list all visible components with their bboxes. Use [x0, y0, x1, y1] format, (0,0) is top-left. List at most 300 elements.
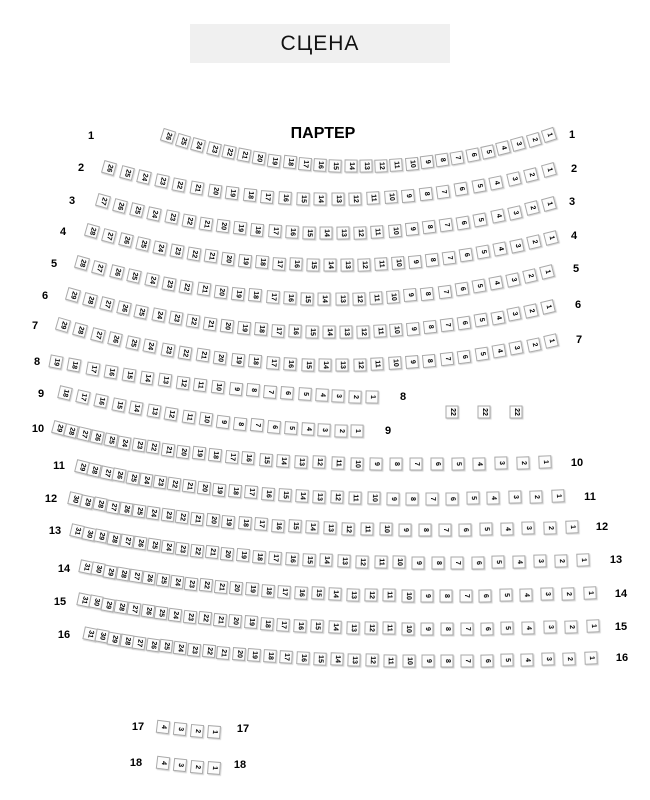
- seat[interactable]: [459, 248, 474, 263]
- seat[interactable]: [214, 580, 228, 594]
- seat[interactable]: [259, 453, 273, 467]
- seat[interactable]: [244, 615, 258, 629]
- seat[interactable]: [555, 554, 568, 567]
- seat[interactable]: [151, 308, 166, 323]
- seat[interactable]: [356, 325, 369, 338]
- seat[interactable]: [541, 588, 554, 601]
- seat[interactable]: [322, 326, 335, 339]
- seat[interactable]: [311, 620, 325, 634]
- seat[interactable]: [55, 317, 71, 333]
- seat[interactable]: [136, 169, 152, 185]
- seat[interactable]: [487, 491, 500, 504]
- seat[interactable]: [438, 523, 451, 536]
- seat[interactable]: [266, 290, 280, 304]
- seat[interactable]: [439, 589, 452, 602]
- seat[interactable]: [296, 651, 310, 665]
- seat[interactable]: [289, 258, 303, 272]
- seat[interactable]: [543, 621, 556, 634]
- seat[interactable]: [346, 621, 359, 634]
- seat[interactable]: [167, 477, 182, 492]
- seat[interactable]: [374, 555, 387, 568]
- seat[interactable]: [288, 325, 302, 339]
- seat[interactable]: [460, 622, 473, 635]
- seat[interactable]: [129, 202, 145, 218]
- seat[interactable]: [465, 147, 480, 162]
- seat[interactable]: [277, 585, 291, 599]
- seat[interactable]: [190, 137, 206, 153]
- seat[interactable]: [505, 272, 520, 287]
- seat[interactable]: [330, 491, 343, 504]
- seat[interactable]: [440, 622, 453, 635]
- seat[interactable]: [268, 551, 282, 565]
- seat[interactable]: [207, 761, 221, 775]
- seat[interactable]: [399, 523, 412, 536]
- seat[interactable]: [182, 479, 197, 494]
- seat[interactable]: [250, 418, 264, 432]
- seat[interactable]: [193, 377, 207, 391]
- seat[interactable]: [207, 183, 222, 198]
- seat[interactable]: [501, 622, 514, 635]
- seat[interactable]: [260, 617, 274, 631]
- seat[interactable]: [349, 390, 362, 403]
- seat[interactable]: [243, 188, 257, 202]
- seat[interactable]: [367, 492, 380, 505]
- seat[interactable]: [373, 324, 387, 338]
- seat[interactable]: [389, 323, 403, 337]
- seat[interactable]: [132, 635, 147, 650]
- seat[interactable]: [288, 520, 302, 534]
- seat[interactable]: [175, 133, 191, 149]
- seat[interactable]: [441, 654, 454, 667]
- seat[interactable]: [313, 652, 327, 666]
- seat[interactable]: [221, 145, 236, 160]
- seat[interactable]: [382, 589, 395, 602]
- seat[interactable]: [298, 157, 312, 171]
- seat[interactable]: [472, 457, 485, 470]
- seat[interactable]: [466, 492, 479, 505]
- seat[interactable]: [522, 268, 538, 284]
- seat[interactable]: [168, 608, 182, 622]
- seat[interactable]: [117, 300, 133, 316]
- seat[interactable]: [231, 352, 245, 366]
- seat[interactable]: [232, 647, 246, 661]
- seat[interactable]: [508, 491, 521, 504]
- seat[interactable]: [101, 228, 117, 244]
- seat[interactable]: [214, 284, 229, 299]
- seat[interactable]: [551, 489, 564, 502]
- seat[interactable]: [140, 370, 155, 385]
- seat[interactable]: [306, 521, 320, 535]
- seat[interactable]: [199, 216, 214, 231]
- seat[interactable]: [526, 132, 542, 148]
- seat[interactable]: [216, 414, 230, 428]
- seat[interactable]: [248, 288, 262, 302]
- seat[interactable]: [272, 257, 286, 271]
- seat[interactable]: [181, 213, 196, 228]
- seat[interactable]: [451, 556, 464, 569]
- seat[interactable]: [85, 361, 100, 376]
- seat[interactable]: [541, 162, 557, 178]
- seat[interactable]: [284, 421, 298, 435]
- seat[interactable]: [228, 614, 242, 628]
- seat[interactable]: [164, 210, 179, 225]
- seat[interactable]: [125, 335, 140, 350]
- seat[interactable]: [369, 291, 383, 305]
- seat[interactable]: [524, 167, 540, 183]
- seat[interactable]: [391, 256, 405, 270]
- seat[interactable]: [74, 255, 90, 271]
- seat[interactable]: [364, 621, 377, 634]
- seat[interactable]: [73, 322, 89, 338]
- seat[interactable]: [435, 153, 450, 168]
- seat[interactable]: [216, 646, 230, 660]
- seat[interactable]: [422, 354, 436, 368]
- seat[interactable]: [159, 639, 174, 654]
- seat[interactable]: [176, 444, 191, 459]
- seat[interactable]: [490, 310, 505, 325]
- seat[interactable]: [418, 523, 431, 536]
- seat[interactable]: [389, 158, 403, 172]
- seat[interactable]: [314, 193, 327, 206]
- seat[interactable]: [261, 584, 275, 598]
- seat[interactable]: [479, 589, 492, 602]
- seat[interactable]: [533, 555, 546, 568]
- seat[interactable]: [538, 455, 551, 468]
- seat[interactable]: [127, 602, 142, 617]
- seat[interactable]: [279, 650, 293, 664]
- seat[interactable]: [160, 128, 176, 144]
- seat[interactable]: [526, 234, 542, 250]
- seat[interactable]: [436, 184, 451, 199]
- seat[interactable]: [224, 450, 238, 464]
- seat[interactable]: [263, 649, 277, 663]
- seat[interactable]: [318, 358, 331, 371]
- seat[interactable]: [408, 254, 422, 268]
- seat[interactable]: [131, 438, 146, 453]
- seat[interactable]: [507, 307, 522, 322]
- seat[interactable]: [319, 227, 332, 240]
- seat[interactable]: [541, 127, 557, 143]
- seat[interactable]: [156, 756, 170, 770]
- seat[interactable]: [293, 619, 307, 633]
- seat[interactable]: [401, 589, 414, 602]
- seat[interactable]: [420, 286, 434, 300]
- seat[interactable]: [95, 193, 111, 209]
- seat[interactable]: [402, 654, 415, 667]
- seat[interactable]: [283, 291, 297, 305]
- seat[interactable]: [450, 150, 465, 165]
- seat[interactable]: [478, 406, 491, 419]
- seat[interactable]: [173, 758, 187, 772]
- seat[interactable]: [344, 160, 357, 173]
- seat[interactable]: [523, 303, 538, 318]
- seat[interactable]: [271, 519, 285, 533]
- seat[interactable]: [212, 482, 226, 496]
- seat[interactable]: [401, 189, 415, 203]
- seat[interactable]: [457, 316, 472, 331]
- seat[interactable]: [506, 171, 522, 187]
- seat[interactable]: [196, 282, 211, 297]
- seat[interactable]: [374, 159, 388, 173]
- seat[interactable]: [255, 255, 269, 269]
- seat[interactable]: [294, 586, 308, 600]
- seat[interactable]: [388, 356, 402, 370]
- seat[interactable]: [202, 316, 217, 331]
- seat[interactable]: [108, 331, 124, 347]
- seat[interactable]: [185, 314, 200, 329]
- seat[interactable]: [488, 276, 503, 291]
- seat[interactable]: [458, 523, 471, 536]
- seat[interactable]: [147, 206, 162, 221]
- seat[interactable]: [454, 282, 469, 297]
- seat[interactable]: [175, 510, 189, 524]
- seat[interactable]: [135, 236, 151, 252]
- seat[interactable]: [246, 383, 260, 397]
- seat[interactable]: [65, 287, 81, 303]
- seat[interactable]: [216, 219, 231, 234]
- seat[interactable]: [129, 400, 144, 415]
- seat[interactable]: [266, 356, 280, 370]
- seat[interactable]: [332, 389, 346, 403]
- seat[interactable]: [323, 521, 336, 534]
- seat[interactable]: [437, 284, 452, 299]
- seat[interactable]: [301, 358, 314, 371]
- seat[interactable]: [543, 230, 559, 246]
- seat[interactable]: [479, 523, 492, 536]
- seat[interactable]: [302, 553, 316, 567]
- seat[interactable]: [126, 269, 142, 285]
- seat[interactable]: [241, 451, 255, 465]
- seat[interactable]: [168, 311, 183, 326]
- seat[interactable]: [342, 522, 355, 535]
- seat[interactable]: [423, 320, 437, 334]
- seat[interactable]: [267, 420, 281, 434]
- seat[interactable]: [586, 619, 599, 632]
- seat[interactable]: [254, 517, 268, 531]
- seat[interactable]: [383, 622, 396, 635]
- seat[interactable]: [233, 416, 247, 430]
- seat[interactable]: [576, 553, 589, 566]
- seat[interactable]: [233, 221, 247, 235]
- seat[interactable]: [199, 412, 214, 427]
- seat[interactable]: [425, 253, 439, 267]
- seat[interactable]: [334, 424, 347, 437]
- seat[interactable]: [388, 224, 402, 238]
- seat[interactable]: [221, 515, 235, 529]
- seat[interactable]: [540, 299, 556, 315]
- seat[interactable]: [103, 364, 118, 379]
- seat[interactable]: [189, 180, 204, 195]
- seat[interactable]: [278, 191, 292, 205]
- seat[interactable]: [190, 723, 204, 737]
- seat[interactable]: [315, 388, 329, 402]
- seat[interactable]: [278, 488, 292, 502]
- seat[interactable]: [140, 604, 155, 619]
- seat[interactable]: [379, 523, 392, 536]
- seat[interactable]: [474, 347, 489, 362]
- seat[interactable]: [82, 292, 98, 308]
- seat[interactable]: [175, 542, 189, 556]
- seat[interactable]: [237, 321, 251, 335]
- seat[interactable]: [510, 136, 526, 152]
- seat[interactable]: [509, 341, 524, 356]
- seat[interactable]: [244, 485, 258, 499]
- seat[interactable]: [318, 292, 331, 305]
- seat[interactable]: [119, 165, 135, 181]
- seat[interactable]: [339, 326, 352, 339]
- seat[interactable]: [238, 254, 252, 268]
- seat[interactable]: [296, 192, 309, 205]
- seat[interactable]: [490, 209, 505, 224]
- seat[interactable]: [454, 182, 469, 197]
- seat[interactable]: [562, 587, 575, 600]
- seat[interactable]: [211, 380, 225, 394]
- seat[interactable]: [67, 358, 82, 373]
- seat[interactable]: [300, 292, 313, 305]
- seat[interactable]: [539, 264, 555, 280]
- seat[interactable]: [231, 287, 245, 301]
- seat[interactable]: [524, 201, 540, 217]
- seat[interactable]: [330, 653, 343, 666]
- seat[interactable]: [522, 621, 535, 634]
- seat[interactable]: [371, 225, 385, 239]
- seat[interactable]: [313, 158, 327, 172]
- seat[interactable]: [183, 610, 197, 624]
- seat[interactable]: [179, 279, 194, 294]
- seat[interactable]: [213, 350, 228, 365]
- seat[interactable]: [143, 339, 158, 354]
- seat[interactable]: [111, 397, 126, 412]
- seat[interactable]: [101, 160, 117, 176]
- seat[interactable]: [446, 406, 459, 419]
- seat[interactable]: [500, 654, 513, 667]
- seat[interactable]: [421, 622, 434, 635]
- seat[interactable]: [565, 520, 578, 533]
- seat[interactable]: [133, 536, 148, 551]
- seat[interactable]: [154, 173, 169, 188]
- seat[interactable]: [442, 250, 457, 265]
- seat[interactable]: [584, 651, 597, 664]
- seat[interactable]: [320, 554, 334, 568]
- seat[interactable]: [190, 512, 204, 526]
- seat[interactable]: [122, 367, 137, 382]
- seat[interactable]: [153, 475, 168, 490]
- seat[interactable]: [172, 177, 187, 192]
- seat[interactable]: [480, 654, 493, 667]
- seat[interactable]: [460, 654, 473, 667]
- seat[interactable]: [213, 613, 227, 627]
- seat[interactable]: [374, 257, 388, 271]
- seat[interactable]: [236, 548, 250, 562]
- seat[interactable]: [446, 492, 459, 505]
- seat[interactable]: [161, 442, 176, 457]
- seat[interactable]: [329, 159, 342, 172]
- seat[interactable]: [184, 577, 198, 591]
- seat[interactable]: [84, 223, 100, 239]
- seat[interactable]: [181, 409, 196, 424]
- seat[interactable]: [117, 435, 132, 450]
- seat[interactable]: [471, 178, 486, 193]
- seat[interactable]: [331, 193, 344, 206]
- seat[interactable]: [247, 648, 261, 662]
- seat[interactable]: [285, 225, 299, 239]
- seat[interactable]: [201, 644, 215, 658]
- seat[interactable]: [236, 148, 251, 163]
- seat[interactable]: [48, 354, 63, 369]
- seat[interactable]: [160, 508, 175, 523]
- seat[interactable]: [529, 490, 542, 503]
- seat[interactable]: [410, 458, 423, 471]
- seat[interactable]: [146, 440, 161, 455]
- seat[interactable]: [335, 292, 348, 305]
- seat[interactable]: [89, 429, 104, 444]
- seat[interactable]: [146, 506, 161, 521]
- seat[interactable]: [173, 722, 187, 736]
- seat[interactable]: [359, 160, 372, 173]
- seat[interactable]: [295, 489, 309, 503]
- seat[interactable]: [456, 215, 471, 230]
- seat[interactable]: [93, 393, 108, 408]
- seat[interactable]: [317, 423, 331, 437]
- seat[interactable]: [346, 588, 359, 601]
- seat[interactable]: [271, 324, 285, 338]
- seat[interactable]: [195, 348, 210, 363]
- seat[interactable]: [365, 390, 378, 403]
- seat[interactable]: [430, 458, 443, 471]
- seat[interactable]: [220, 547, 234, 561]
- seat[interactable]: [139, 472, 154, 487]
- seat[interactable]: [491, 556, 504, 569]
- seat[interactable]: [509, 238, 524, 253]
- seat[interactable]: [267, 153, 282, 168]
- seat[interactable]: [440, 352, 454, 366]
- seat[interactable]: [507, 205, 523, 221]
- seat[interactable]: [252, 550, 266, 564]
- seat[interactable]: [178, 345, 193, 360]
- seat[interactable]: [75, 389, 91, 405]
- seat[interactable]: [282, 155, 296, 169]
- seat[interactable]: [390, 458, 403, 471]
- seat[interactable]: [112, 198, 128, 214]
- seat[interactable]: [187, 246, 202, 261]
- seat[interactable]: [366, 654, 379, 667]
- seat[interactable]: [305, 325, 318, 338]
- seat[interactable]: [252, 151, 267, 166]
- seat[interactable]: [99, 296, 115, 312]
- seat[interactable]: [197, 611, 211, 625]
- seat[interactable]: [420, 155, 434, 169]
- seat[interactable]: [57, 385, 73, 401]
- seat[interactable]: [457, 349, 472, 364]
- seat[interactable]: [229, 581, 243, 595]
- seat[interactable]: [352, 292, 365, 305]
- seat[interactable]: [250, 223, 264, 237]
- seat[interactable]: [521, 522, 534, 535]
- seat[interactable]: [329, 587, 342, 600]
- seat[interactable]: [225, 186, 240, 201]
- seat[interactable]: [564, 620, 577, 633]
- seat[interactable]: [336, 358, 349, 371]
- seat[interactable]: [386, 290, 400, 304]
- seat[interactable]: [277, 618, 291, 632]
- seat[interactable]: [276, 454, 290, 468]
- seat[interactable]: [543, 333, 559, 349]
- seat[interactable]: [192, 446, 206, 460]
- seat[interactable]: [384, 190, 398, 204]
- seat[interactable]: [350, 424, 363, 437]
- seat[interactable]: [298, 387, 312, 401]
- seat[interactable]: [324, 259, 337, 272]
